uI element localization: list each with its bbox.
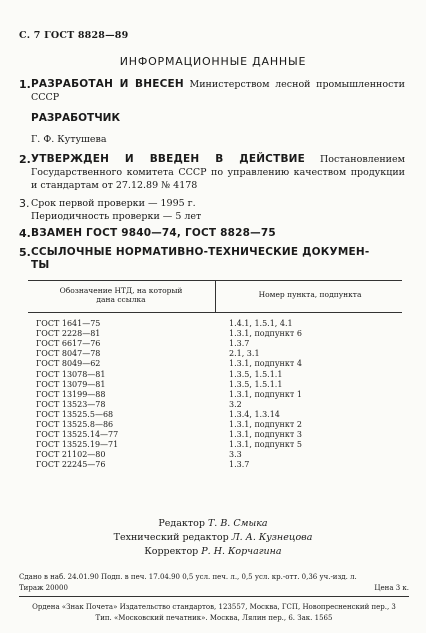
- table-cell-document: ГОСТ 13525.8—86: [36, 420, 114, 429]
- table-cell-document: ГОСТ 1641—75: [36, 319, 101, 328]
- page-header: С. 7 ГОСТ 8828—89: [19, 30, 129, 41]
- table-cell-document: ГОСТ 21102—80: [36, 450, 106, 460]
- table-cell-document: ГОСТ 8049—62: [36, 359, 101, 369]
- item-text: ВЗАМЕН ГОСТ 9840—74, ГОСТ 8828—75: [31, 227, 276, 239]
- item-text: [31, 153, 405, 192]
- table-cell-document: ГОСТ 13523—78: [36, 399, 106, 409]
- table-cell-document: ГОСТ 8047—78: [36, 349, 101, 359]
- publisher-line1: Ордена «Знак Почета» Издательство стандартов, 123557, Москва, ГСП, Новопресненский пер., 3: [32, 603, 396, 611]
- proofreader-name: Р. Н. Корчагина: [201, 546, 282, 557]
- proofreader-line: [0, 546, 426, 557]
- col1-header-line1: Обозначение НТД, на который: [59, 286, 183, 295]
- section-title: ИНФОРМАЦИОННЫЕ ДАННЫЕ: [119, 55, 307, 68]
- table-header-col2: Номер пункта, подпункта: [258, 290, 362, 299]
- table-cell-reference: 1.3.4, 1.3.14: [229, 409, 280, 419]
- table-cell-reference: 1.3.7: [229, 460, 250, 470]
- table-cell-document: ГОСТ 22245—76: [36, 460, 106, 470]
- item-caps: РАЗРАБОТАН И ВНЕСЕН: [31, 78, 184, 90]
- item-number: 4.: [19, 227, 31, 240]
- imprint-rule: [19, 596, 409, 597]
- tech-editor-name: Л. А. Кузнецова: [231, 532, 313, 543]
- price: Цена 3 к.: [374, 584, 409, 592]
- table-cell-reference: 1.3.1, подпункт 2: [229, 420, 302, 429]
- table-header-divider: [215, 280, 216, 312]
- tech-editor-label: Технический редактор: [113, 532, 232, 543]
- table-cell-reference: 1.3.5, 1.5.1.1: [229, 379, 283, 389]
- editor-name: Т. В. Смыка: [207, 518, 268, 529]
- table-cell-document: ГОСТ 13079—81: [36, 379, 106, 389]
- table-cell-document: ГОСТ 13199—88: [36, 389, 106, 399]
- table-cell-reference: 1.3.1, подпункт 5: [229, 440, 302, 450]
- tech-editor-line: [0, 532, 426, 543]
- imprint-line1: Сдано в наб. 24.01.90 Подп. в печ. 17.04.90 0,5 усл. печ. л., 0,5 усл. кр.-отт. 0,36 уч.-изд. л.: [19, 573, 357, 581]
- table-cell-reference: 1.3.1, подпункт 4: [229, 359, 302, 369]
- editor-line: [0, 518, 426, 529]
- item-text: [31, 246, 405, 272]
- review-first: Срок первой проверки — 1995 г.: [31, 198, 196, 209]
- proofreader-label: Корректор: [144, 546, 202, 557]
- references-line2: ТЫ: [31, 259, 50, 271]
- item-rest: Министерством лесной промышленности СССР: [31, 79, 405, 103]
- table-cell-reference: 3.3: [229, 450, 242, 460]
- item-text: [31, 78, 405, 104]
- table-cell-document: ГОСТ 2228—81: [36, 329, 101, 339]
- references-line1: ССЫЛОЧНЫЕ НОРМАТИВНО-ТЕХНИЧЕСКИЕ ДОКУМЕН-: [31, 246, 370, 258]
- item-rest: Постановлением Государственного комитета СССР по управлению качеством продукции и стандартам от 27.12.89 № 4178: [31, 154, 405, 191]
- imprint-line2: [19, 583, 409, 593]
- item-text: [31, 197, 405, 223]
- table-cell-reference: 1.3.1, подпункт 1: [229, 389, 302, 399]
- col1-header-line2: дана ссылка: [96, 295, 146, 304]
- item-number: 5.: [19, 246, 31, 259]
- table-header-rule: [28, 312, 402, 313]
- table-header-col1: [30, 286, 212, 304]
- table-cell-reference: 2.1, 3.1: [229, 349, 260, 359]
- table-cell-document: ГОСТ 13525.19—71: [36, 440, 119, 450]
- table-cell-document: ГОСТ 13078—81: [36, 369, 106, 379]
- publisher-line2: Тип. «Московский печатник». Москва, Лялин пер., 6. Зак. 1565: [95, 614, 333, 622]
- table-cell-reference: 1.3.7: [229, 339, 250, 349]
- table-cell-reference: 1.3.1, подпункт 3: [229, 430, 302, 440]
- developers-heading: РАЗРАБОТЧИК: [31, 112, 121, 124]
- item-caps: УТВЕРЖДЕН И ВВЕДЕН В ДЕЙСТВИЕ: [31, 153, 306, 165]
- item-number: 2.: [19, 153, 31, 166]
- item-number: 3.: [19, 197, 30, 210]
- review-period: Периодичность проверки — 5 лет: [31, 211, 202, 222]
- table-cell-document: ГОСТ 13525.5—68: [36, 409, 114, 419]
- table-cell-document: ГОСТ 6617—76: [36, 339, 101, 349]
- developer-name: Г. Ф. Кутушева: [31, 134, 107, 145]
- table-cell-reference: 1.4.1, 1.5.1, 4.1: [229, 319, 293, 328]
- editor-label: Редактор: [158, 518, 208, 529]
- print-run: Тираж 20000: [19, 584, 68, 592]
- table-cell-reference: 1.3.5, 1.5.1.1: [229, 369, 283, 379]
- item-number: 1.: [19, 78, 31, 91]
- table-cell-document: ГОСТ 13525.14—77: [36, 430, 119, 440]
- table-cell-reference: 3.2: [229, 399, 242, 409]
- table-cell-reference: 1.3.1, подпункт 6: [229, 329, 302, 339]
